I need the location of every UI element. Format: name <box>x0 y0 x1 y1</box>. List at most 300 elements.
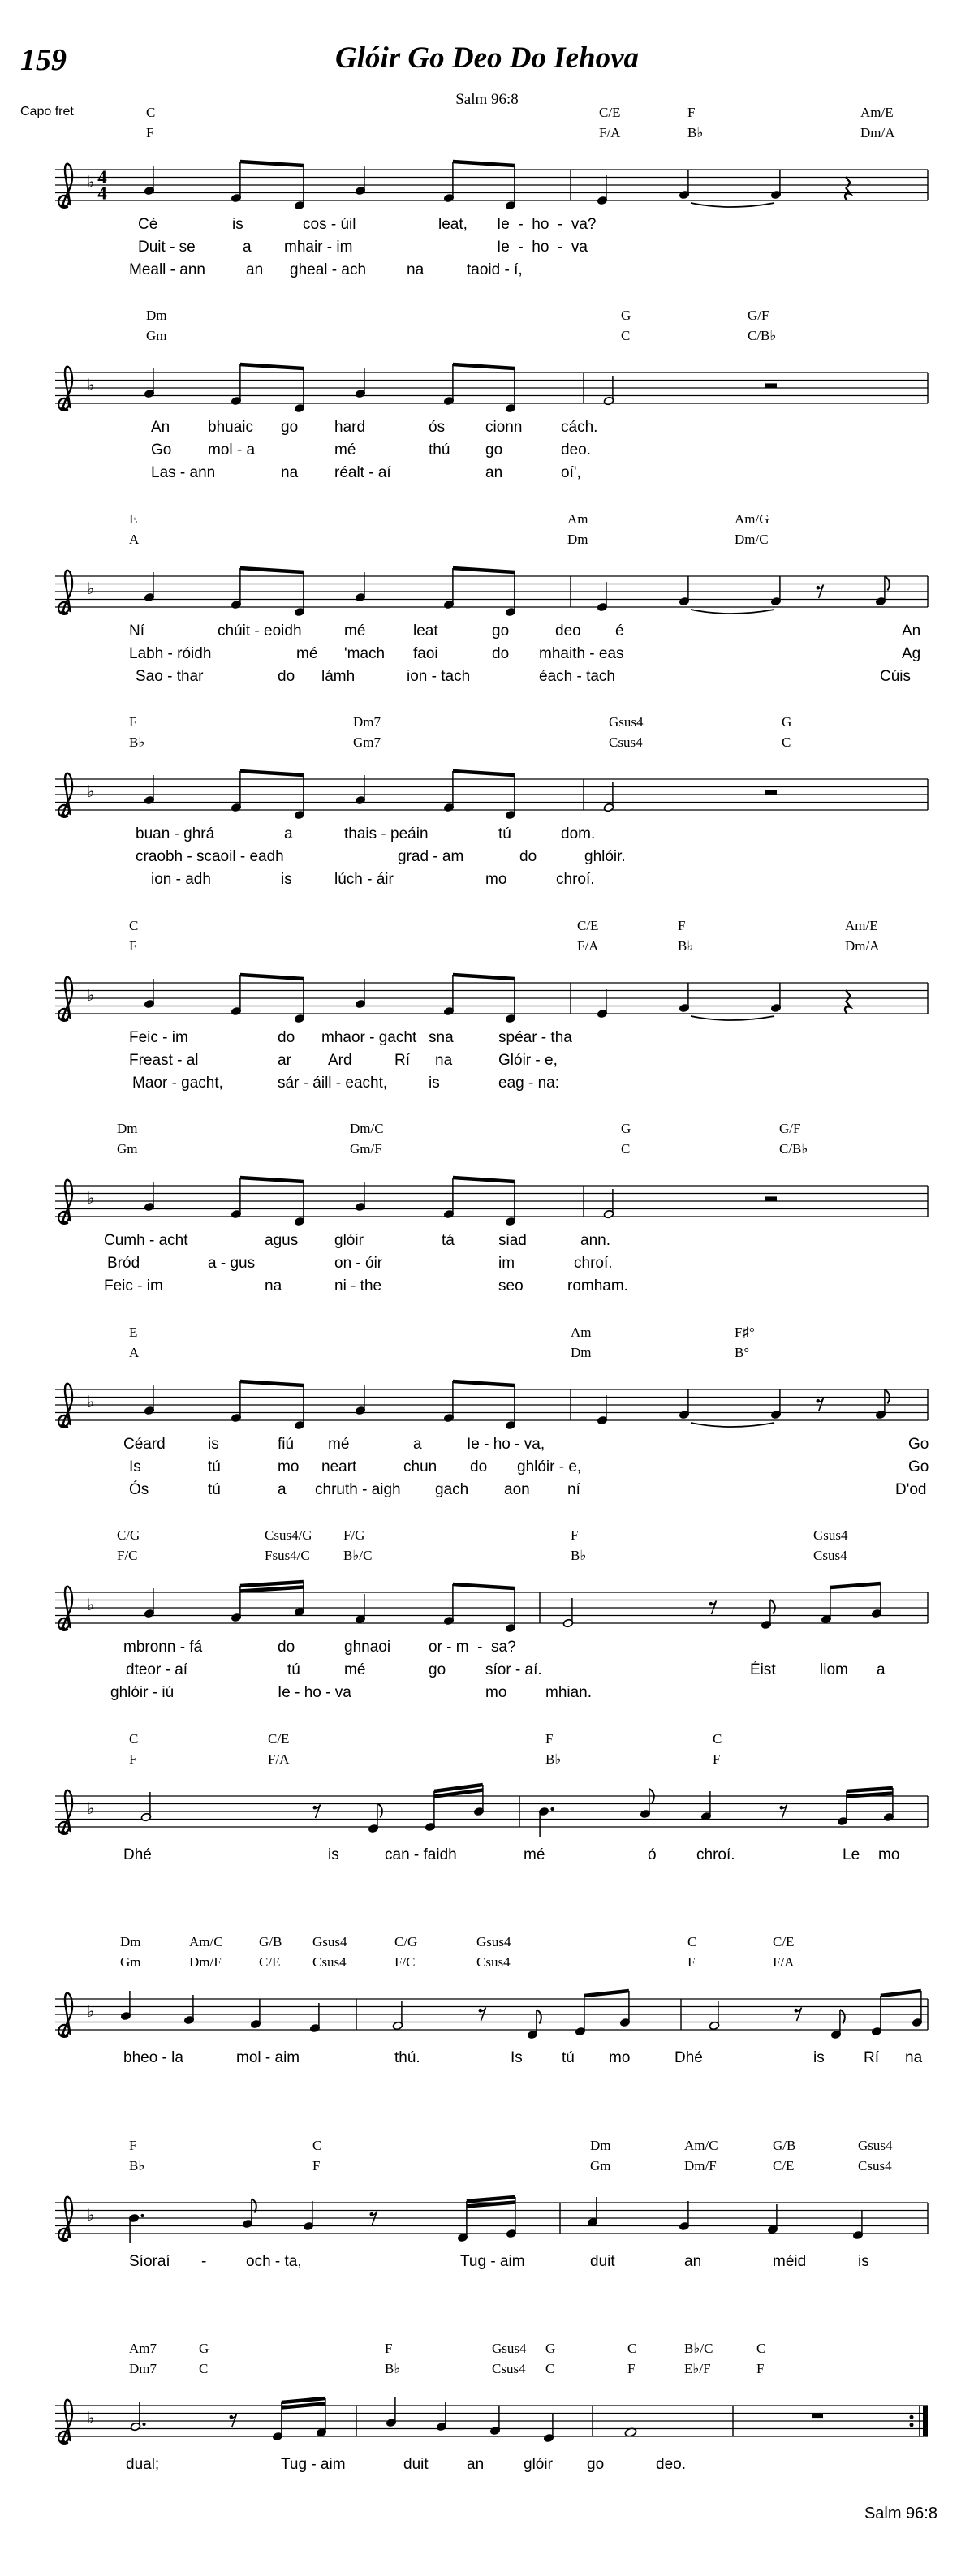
staff-system-8 <box>45 1566 937 1664</box>
lyric-token: do <box>278 1029 295 1046</box>
lyric-token: a <box>877 1661 886 1678</box>
lyric-token: a <box>243 239 252 256</box>
lyric-token: chruth - aigh <box>315 1481 401 1498</box>
lyric-token: fiú <box>278 1436 295 1453</box>
lyric-token: hard <box>334 419 366 436</box>
chord-symbol-capo: Dm7 <box>353 714 381 730</box>
lyric-token: on - óir <box>334 1255 383 1272</box>
lyric-token: Go <box>908 1458 929 1475</box>
chord-symbol-capo: Am/C <box>189 1934 223 1949</box>
lyric-token: ghlóir - e, <box>517 1458 582 1475</box>
lyric-token: ghlóir - iú <box>110 1684 175 1701</box>
chord-symbol-actual: C/B♭ <box>748 328 777 343</box>
chord-symbol-actual: Dm/A <box>845 938 880 954</box>
chord-symbol-capo: C/E <box>577 918 599 933</box>
lyric-token: Feic - im <box>129 1029 188 1046</box>
lyric-token: go <box>429 1661 446 1678</box>
lyric-token: mbronn - fá <box>123 1639 203 1656</box>
lyric-token: tá <box>442 1232 455 1249</box>
chord-symbol-capo: G/B <box>773 2138 796 2153</box>
chord-symbol-capo: C/E <box>599 105 621 120</box>
chord-symbol-actual: A <box>129 1345 140 1360</box>
lyric-token: deo. <box>656 2456 686 2473</box>
chord-symbol-actual: Dm/C <box>735 532 769 547</box>
treble-clef-icon <box>58 1384 72 1428</box>
chord-symbol-capo: C <box>687 1934 697 1949</box>
lyric-token: go <box>281 419 299 436</box>
lyric-token: a <box>278 1481 287 1498</box>
lyric-token: Dhé <box>123 1846 152 1863</box>
lyric-token: grad - am <box>398 848 464 865</box>
chord-symbol-capo: Am/G <box>735 511 769 527</box>
notes-group <box>144 364 614 413</box>
chord-symbol-capo: F/G <box>343 1527 365 1543</box>
lyric-token: chroí. <box>556 871 595 888</box>
lyric-token: tú <box>208 1481 221 1498</box>
lyric-token: bheo - la <box>123 2049 183 2066</box>
chord-symbol-actual: E♭/F <box>684 2361 711 2376</box>
notes-group <box>144 1178 614 1226</box>
lyric-token: mé <box>344 1661 366 1678</box>
lyric-token: Ós <box>129 1481 149 1498</box>
lyric-token: Feic - im <box>104 1277 163 1294</box>
lyric-token: Céard <box>123 1436 166 1453</box>
lyric-token: is <box>858 2253 869 2270</box>
lyric-token: Is <box>511 2049 523 2066</box>
chord-symbol-capo: Gsus4 <box>476 1934 511 1949</box>
notes-group <box>144 1381 889 1430</box>
lyric-token: Las - ann <box>151 464 216 481</box>
lyric-token: Labh - róidh <box>129 645 212 662</box>
lyric-token: neart <box>321 1458 357 1475</box>
chord-symbol-actual: B♭/C <box>343 1548 373 1563</box>
lyric-token: D'od <box>895 1481 927 1498</box>
lyric-token: chúit - eoidh <box>218 622 302 640</box>
lyric-token: sna <box>429 1029 454 1046</box>
chord-symbol-actual: F <box>146 125 154 140</box>
lyric-token: tú <box>287 1661 300 1678</box>
lyric-token: leat, <box>438 216 468 233</box>
lyric-token: aon <box>504 1481 530 1498</box>
tie-slur <box>691 1423 774 1427</box>
lyric-token: is <box>208 1436 219 1453</box>
chord-symbol-capo: Dm <box>117 1121 138 1136</box>
lyric-token: Cé <box>138 216 158 233</box>
chord-symbol-capo: C/E <box>268 1731 290 1747</box>
lyric-token: Ag <box>902 645 921 662</box>
lyric-token: a <box>284 825 293 842</box>
lyric-token: ghlóir. <box>584 848 626 865</box>
chord-symbol-capo: G/F <box>779 1121 801 1136</box>
chord-symbol-actual: Dm7 <box>129 2361 157 2376</box>
lyric-token: is <box>281 871 292 888</box>
lyric-token: bhuaic <box>208 419 253 436</box>
lyric-token: na <box>407 261 425 278</box>
chord-symbol-capo: Am7 <box>129 2341 157 2356</box>
lyric-token: ar <box>278 1052 291 1069</box>
lyric-token: mo <box>485 871 507 888</box>
flat-key-signature-icon: ♭ <box>87 782 95 801</box>
lyric-token: ní <box>567 1481 580 1498</box>
chord-symbol-capo: G <box>545 2341 556 2356</box>
lyric-token: do <box>278 1639 295 1656</box>
lyric-token: do <box>470 1458 488 1475</box>
lyric-token: do <box>278 668 295 685</box>
lyric-token: a <box>413 1436 422 1453</box>
chord-symbol-capo: C/G <box>394 1934 418 1949</box>
chord-symbol-capo: G <box>782 714 792 730</box>
lyric-token: cách. <box>561 419 598 436</box>
lyric-token: mé <box>334 442 356 459</box>
lyric-token: Ie - ho - va <box>278 1684 351 1701</box>
lyric-token: faoi <box>413 645 438 662</box>
flat-key-signature-icon: ♭ <box>87 1595 95 1614</box>
lyric-token: Maor - gacht, <box>132 1075 223 1092</box>
lyric-token: is <box>429 1075 440 1092</box>
lyric-token: chroí. <box>696 1846 735 1863</box>
tie-slur <box>691 610 774 614</box>
chord-symbol-actual: B♭ <box>571 1548 587 1563</box>
lyric-token: an <box>246 261 264 278</box>
lyric-token: seo <box>498 1277 524 1294</box>
lyric-token: is <box>232 216 244 233</box>
chord-symbol-capo: G <box>621 308 631 323</box>
notes-group <box>144 771 614 820</box>
flat-key-signature-icon: ♭ <box>87 579 95 598</box>
chord-symbol-capo: F♯° <box>735 1325 755 1340</box>
lyric-token: ó <box>648 1846 657 1863</box>
chord-symbol-capo: E <box>129 511 138 527</box>
lyric-token: na <box>281 464 299 481</box>
lyric-token: Duit - se <box>138 239 196 256</box>
chord-symbol-actual: C <box>782 734 791 750</box>
chord-symbol-actual: Fsus4/C <box>265 1548 310 1563</box>
lyric-token: mhair - im <box>284 239 353 256</box>
lyric-token: mol - a <box>208 442 256 459</box>
lyric-token: Rí <box>394 1052 410 1069</box>
lyric-token: mé <box>296 645 318 662</box>
lyric-token: mé <box>328 1436 350 1453</box>
lyric-token: Go <box>151 442 172 459</box>
lyric-token: go <box>587 2456 605 2473</box>
lyric-token: síor - aí. <box>485 1661 542 1678</box>
chord-symbol-actual: F <box>312 2158 321 2173</box>
chord-symbol-capo: Gsus4 <box>858 2138 893 2153</box>
lyric-token: Dhé <box>674 2049 703 2066</box>
lyric-token: na <box>435 1052 453 1069</box>
chord-symbol-capo: Dm <box>120 1934 141 1949</box>
lyric-token: Ie - ho - va, <box>467 1436 545 1453</box>
lyric-token: mé <box>524 1846 545 1863</box>
chord-symbol-capo: Gsus4 <box>609 714 644 730</box>
chord-symbol-actual: Csus4 <box>609 734 643 750</box>
chord-symbol-capo: Am <box>567 511 588 527</box>
lyric-token: mol - aim <box>236 2049 300 2066</box>
lyric-token: a - gus <box>208 1255 256 1272</box>
chord-symbol-capo: C <box>146 105 156 120</box>
staff-system-6 <box>45 1160 937 1257</box>
chord-symbol-actual: F/C <box>394 1954 416 1970</box>
treble-clef-icon <box>58 2400 72 2444</box>
chord-symbol-actual: Csus4 <box>476 1954 511 1970</box>
lyric-token: an <box>467 2456 485 2473</box>
treble-clef-icon <box>58 2197 72 2241</box>
lyric-token: Bród <box>107 1255 140 1272</box>
lyric-token: Meall - ann <box>129 261 205 278</box>
lyric-token: craobh - scaoil - eadh <box>136 848 284 865</box>
flat-key-signature-icon: ♭ <box>87 1188 95 1208</box>
chord-symbol-capo: C <box>627 2341 637 2356</box>
lyric-token: spéar - tha <box>498 1029 572 1046</box>
lyric-token: dteor - aí <box>126 1661 188 1678</box>
lyric-token: méid <box>773 2253 807 2270</box>
lyric-token: ion - adh <box>151 871 211 888</box>
chord-symbol-capo: Am/C <box>684 2138 718 2153</box>
lyric-token: deo. <box>561 442 591 459</box>
lyric-token: tú <box>208 1458 221 1475</box>
lyric-token: do <box>519 848 537 865</box>
lyric-token: dual; <box>126 2456 160 2473</box>
chord-symbol-capo: Am/E <box>845 918 878 933</box>
lyric-token: duit <box>403 2456 429 2473</box>
lyric-token: liom <box>820 1661 848 1678</box>
lyric-token: - <box>201 2253 207 2270</box>
lyric-token: Éist <box>750 1661 776 1678</box>
chord-symbol-capo: F <box>545 1731 554 1747</box>
chord-symbol-actual: F <box>129 938 137 954</box>
staff-system-5 <box>45 957 937 1054</box>
treble-clef-icon <box>58 773 72 817</box>
lyric-token: glóir <box>524 2456 553 2473</box>
chord-symbol-actual: F <box>129 1751 137 1767</box>
chord-symbol-actual: F/C <box>117 1548 138 1563</box>
chord-symbol-actual: Gm <box>590 2158 611 2173</box>
chord-symbol-actual: B♭ <box>129 2158 145 2173</box>
tie-slur <box>691 203 774 207</box>
lyric-token: Tug - aim <box>460 2253 525 2270</box>
lyric-token: ós <box>429 419 446 436</box>
lyric-token: chroí. <box>574 1255 613 1272</box>
lyric-token: Sao - thar <box>136 668 204 685</box>
song-number: 159 <box>20 43 67 77</box>
chord-symbol-actual: C <box>621 328 631 343</box>
chord-symbol-capo: F <box>129 2138 137 2153</box>
chord-symbol-capo: C/E <box>773 1934 795 1949</box>
flat-key-signature-icon: ♭ <box>87 985 95 1005</box>
treble-clef-icon <box>58 1587 72 1630</box>
lyric-token: An <box>151 419 170 436</box>
staff-system-11 <box>45 2177 937 2274</box>
lyric-token: mo <box>609 2049 631 2066</box>
lyric-token: do <box>492 645 510 662</box>
treble-clef-icon <box>58 1790 72 1834</box>
chord-symbol-capo: C/G <box>117 1527 140 1543</box>
flat-key-signature-icon: ♭ <box>87 1392 95 1411</box>
footer-scripture-reference: Salm 96:8 <box>864 2505 937 2522</box>
chord-symbol-capo: C <box>756 2341 766 2356</box>
lyric-token: ni - the <box>334 1277 382 1294</box>
lyric-token: tú <box>498 825 511 842</box>
lyric-token: na <box>265 1277 282 1294</box>
treble-clef-icon <box>58 367 72 411</box>
lyric-token: buan - ghrá <box>136 825 215 842</box>
chord-symbol-capo: F <box>385 2341 393 2356</box>
lyric-token: 'mach <box>344 645 386 662</box>
lyric-token: thú. <box>394 2049 420 2066</box>
chord-symbol-actual: Dm/F <box>684 2158 717 2173</box>
chord-symbol-actual: Dm/F <box>189 1954 222 1970</box>
lyric-token: duit <box>590 2253 615 2270</box>
lyric-token: an <box>684 2253 702 2270</box>
chord-symbol-capo: Gsus4 <box>312 1934 347 1949</box>
lyric-token: leat <box>413 622 438 640</box>
chord-symbol-actual: B♭ <box>545 1751 562 1767</box>
flat-key-signature-icon: ♭ <box>87 2408 95 2427</box>
staff-system-1 <box>45 144 937 241</box>
lyric-token: mo <box>485 1684 507 1701</box>
capo-fret-label: Capo fret <box>20 105 74 118</box>
lyric-token: Ie - ho - va? <box>497 216 597 233</box>
treble-clef-icon <box>58 164 72 208</box>
lyric-token: lúch - áir <box>334 871 394 888</box>
lyric-token: mé <box>344 622 366 640</box>
chord-symbol-actual: B° <box>735 1345 750 1360</box>
chord-symbol-capo: Am/E <box>860 105 894 120</box>
chord-symbol-actual: Gm <box>146 328 167 343</box>
treble-clef-icon <box>58 1180 72 1224</box>
lyric-token: sár - áill - eacht, <box>278 1075 388 1092</box>
chord-symbol-capo: C <box>129 1731 139 1747</box>
flat-key-signature-icon: ♭ <box>87 375 95 394</box>
chord-symbol-actual: F/A <box>577 938 599 954</box>
lyric-token: is <box>813 2049 825 2066</box>
lyric-token: Tug - aim <box>281 2456 346 2473</box>
chord-symbol-actual: C <box>545 2361 555 2376</box>
chord-symbol-actual: Gm <box>117 1141 138 1157</box>
lyric-token: Síoraí <box>129 2253 170 2270</box>
lyric-token: chun <box>403 1458 437 1475</box>
chord-symbol-actual: B♭ <box>678 938 694 954</box>
flat-key-signature-icon: ♭ <box>87 172 95 192</box>
chord-symbol-capo: B♭/C <box>684 2341 713 2356</box>
scripture-reference: Salm 96:8 <box>455 91 519 108</box>
chord-symbol-actual: C <box>621 1141 631 1157</box>
chord-symbol-capo: Gsus4 <box>813 1527 848 1543</box>
flat-key-signature-icon: ♭ <box>87 2001 95 2021</box>
lyric-token: glóir <box>334 1232 364 1249</box>
lyric-token: Glóir - e, <box>498 1052 558 1069</box>
chord-symbol-capo: C <box>129 918 139 933</box>
chord-symbol-actual: F/A <box>268 1751 290 1767</box>
chord-symbol-actual: F <box>687 1954 696 1970</box>
lyric-token: eag - na: <box>498 1075 559 1092</box>
chord-symbol-actual: B♭ <box>385 2361 401 2376</box>
lyric-token: go <box>485 442 503 459</box>
treble-clef-icon <box>58 977 72 1021</box>
chord-symbol-capo: Gsus4 <box>492 2341 527 2356</box>
chord-symbol-capo: G <box>621 1121 631 1136</box>
chord-symbol-actual: B♭ <box>129 734 145 750</box>
lyric-token: ann. <box>580 1232 610 1249</box>
chord-symbol-actual: B♭ <box>687 125 704 140</box>
chord-symbol-capo: G <box>199 2341 209 2356</box>
chord-symbol-capo: G/B <box>259 1934 282 1949</box>
chord-symbol-capo: F <box>129 714 137 730</box>
lyric-token: taoid - í, <box>467 261 523 278</box>
treble-clef-icon <box>58 571 72 614</box>
staff-system-12 <box>45 2380 937 2477</box>
lyric-token: mo <box>878 1846 900 1863</box>
chord-symbol-actual: C/B♭ <box>779 1141 808 1157</box>
lyric-token: gheal - ach <box>290 261 367 278</box>
chord-symbol-capo: F <box>687 105 696 120</box>
treble-clef-icon <box>58 1993 72 2037</box>
chord-symbol-actual: Csus4 <box>492 2361 526 2376</box>
lyric-token: Ard <box>328 1052 352 1069</box>
chord-symbol-actual: Gm/F <box>350 1141 382 1157</box>
chord-symbol-actual: Gm7 <box>353 734 381 750</box>
staff-system-3 <box>45 550 937 648</box>
lyric-token: or - m - sa? <box>429 1639 516 1656</box>
lyric-token: Le <box>843 1846 860 1863</box>
notes-group <box>140 1785 894 1837</box>
lyric-token: is <box>328 1846 339 1863</box>
chord-symbol-capo: Am <box>571 1325 592 1340</box>
chord-symbol-actual: Dm <box>567 532 588 547</box>
lyric-token: ion - tach <box>407 668 471 685</box>
lyric-token: agus <box>265 1232 299 1249</box>
lyric-token: gach <box>435 1481 469 1498</box>
lyric-token: mhaor - gacht <box>321 1029 417 1046</box>
chord-symbol-actual: C/E <box>773 2158 795 2173</box>
time-signature-numerator: 4 <box>97 167 107 187</box>
lyric-token: mhaith - eas <box>539 645 624 662</box>
chord-symbol-actual: F/A <box>773 1954 795 1970</box>
notes-group <box>144 568 889 617</box>
lyric-token: Ie - ho - va <box>497 239 588 256</box>
chord-symbol-capo: C <box>713 1731 722 1747</box>
lyric-token: an <box>485 464 503 481</box>
lyric-token: éach - tach <box>539 668 615 685</box>
lyric-token: oí', <box>561 464 581 481</box>
chord-symbol-actual: F <box>713 1751 721 1767</box>
chord-symbol-capo: C <box>312 2138 322 2153</box>
chord-symbol-capo: Dm <box>146 308 167 323</box>
lyric-token: cos - úil <box>303 216 356 233</box>
chord-symbol-actual: Csus4 <box>858 2158 892 2173</box>
lyric-token: romham. <box>567 1277 628 1294</box>
staff-system-9 <box>45 1770 937 1867</box>
staff-system-2 <box>45 347 937 444</box>
time-signature-denominator: 4 <box>97 183 107 204</box>
chord-symbol-actual: Gm <box>120 1954 141 1970</box>
staff-system-4 <box>45 753 937 851</box>
lyric-token: Is <box>129 1458 141 1475</box>
flat-key-signature-icon: ♭ <box>87 1798 95 1818</box>
song-title: Glóir Go Deo Do Iehova <box>334 41 640 75</box>
chord-symbol-actual: F/A <box>599 125 621 140</box>
lyric-token: mo <box>278 1458 300 1475</box>
chord-symbol-capo: Csus4/G <box>265 1527 312 1543</box>
staff-system-7 <box>45 1363 937 1461</box>
lyric-token: An <box>902 622 921 640</box>
lyric-token: mhian. <box>545 1684 593 1701</box>
chord-symbol-actual: A <box>129 532 140 547</box>
chord-symbol-actual: Dm <box>571 1345 592 1360</box>
chord-symbol-actual: C <box>199 2361 209 2376</box>
lyric-token: can - faidh <box>385 1846 457 1863</box>
lyric-token: na <box>905 2049 923 2066</box>
